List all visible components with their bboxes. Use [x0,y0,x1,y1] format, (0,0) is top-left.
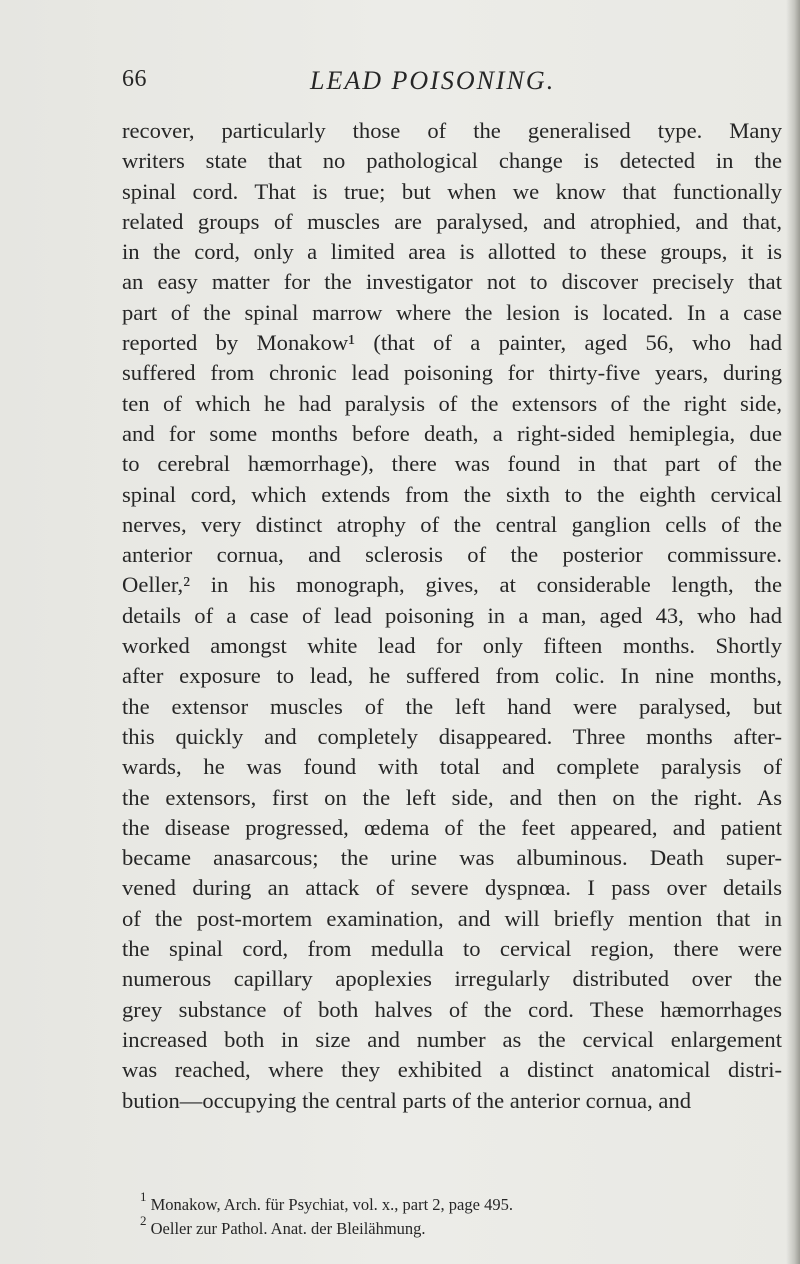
text-line: numerous capillary apoplexies irregularly distributed over the [122,966,782,992]
text-line: an easy matter for the investigator not to discover precisely that [122,269,782,295]
text-line: related groups of muscles are paralysed, and atrophied, and that, [122,208,782,234]
text-line: the extensors, first on the left side, and then on the right. As [122,784,782,810]
text-line: the spinal cord, from medulla to cervical region, there were [122,936,782,962]
text-line: the disease progressed, œdema of the feet appeared, and patient [122,814,782,840]
text-line: nerves, very distinct atrophy of the central ganglion cells of the [122,511,782,537]
text-line: was reached, where they exhibited a distinct anatomical distri- [122,1057,782,1083]
text-line: spinal cord, which extends from the sixth to the eighth cervical [122,481,782,507]
text-line: this quickly and completely disappeared. Three months after- [122,723,782,749]
text-line: to cerebral hæmorrhage), there was found in that part of the [122,451,782,477]
text-line: of the post-mortem examination, and will briefly mention that in [122,905,782,931]
body-text [122,116,782,1116]
text-line: became anasarcous; the urine was albuminous. Death super- [122,845,782,871]
text-line: suffered from chronic lead poisoning for thirty-five years, during [122,360,782,386]
text-line: and for some months before death, a right-sided hemiplegia, due [122,420,782,446]
text-line: part of the spinal marrow where the lesion is located. In a case [122,299,782,325]
page-edge-shadow [786,0,800,1264]
text-line: Oeller,² in his monograph, gives, at considerable length, the [122,572,782,598]
footnote-text: Oeller zur Pathol. Anat. der Bleilähmung. [146,1219,426,1238]
text-line: vened during an attack of severe dyspnœa. I pass over details [122,875,782,901]
text-line: the extensor muscles of the left hand were paralysed, but [122,693,782,719]
text-line: details of a case of lead poisoning in a man, aged 43, who had [122,602,782,628]
running-title: LEAD POISONING. [310,66,556,95]
text-line: spinal cord. That is true; but when we know that functionally [122,178,782,204]
footnotes [140,1189,760,1241]
text-line: ten of which he had paralysis of the extensors of the right side, [122,390,782,416]
text-line: worked amongst white lead for only fifteen months. Shortly [122,633,782,659]
text-line: in the cord, only a limited area is allotted to these groups, it is [122,239,782,265]
footnote-mark: 1 [140,1189,147,1204]
text-line: anterior cornua, and sclerosis of the posterior commissure. [122,542,782,568]
text-line: wards, he was found with total and complete paralysis of [122,754,782,780]
text-line: bution—occupying the central parts of the anterior cornua, and [122,1087,692,1113]
footnote-mark: 2 [140,1213,147,1228]
text-line: writers state that no pathological change is detected in the [122,148,782,174]
footnote-text: Monakow, Arch. für Psychiat, vol. x., part 2, page 495. [146,1195,513,1214]
text-line: increased both in size and number as the cervical enlargement [122,1026,782,1052]
page-header [122,66,780,100]
text-line: reported by Monakow¹ (that of a painter, aged 56, who had [122,330,782,356]
footnote [140,1189,760,1217]
text-line: grey substance of both halves of the cord. These hæmorrhages [122,996,782,1022]
footnote [140,1213,760,1241]
text-line: recover, particularly those of the generalised type. Many [122,118,782,143]
page-number: 66 [122,66,147,92]
text-line: after exposure to lead, he suffered from colic. In nine months, [122,663,782,689]
